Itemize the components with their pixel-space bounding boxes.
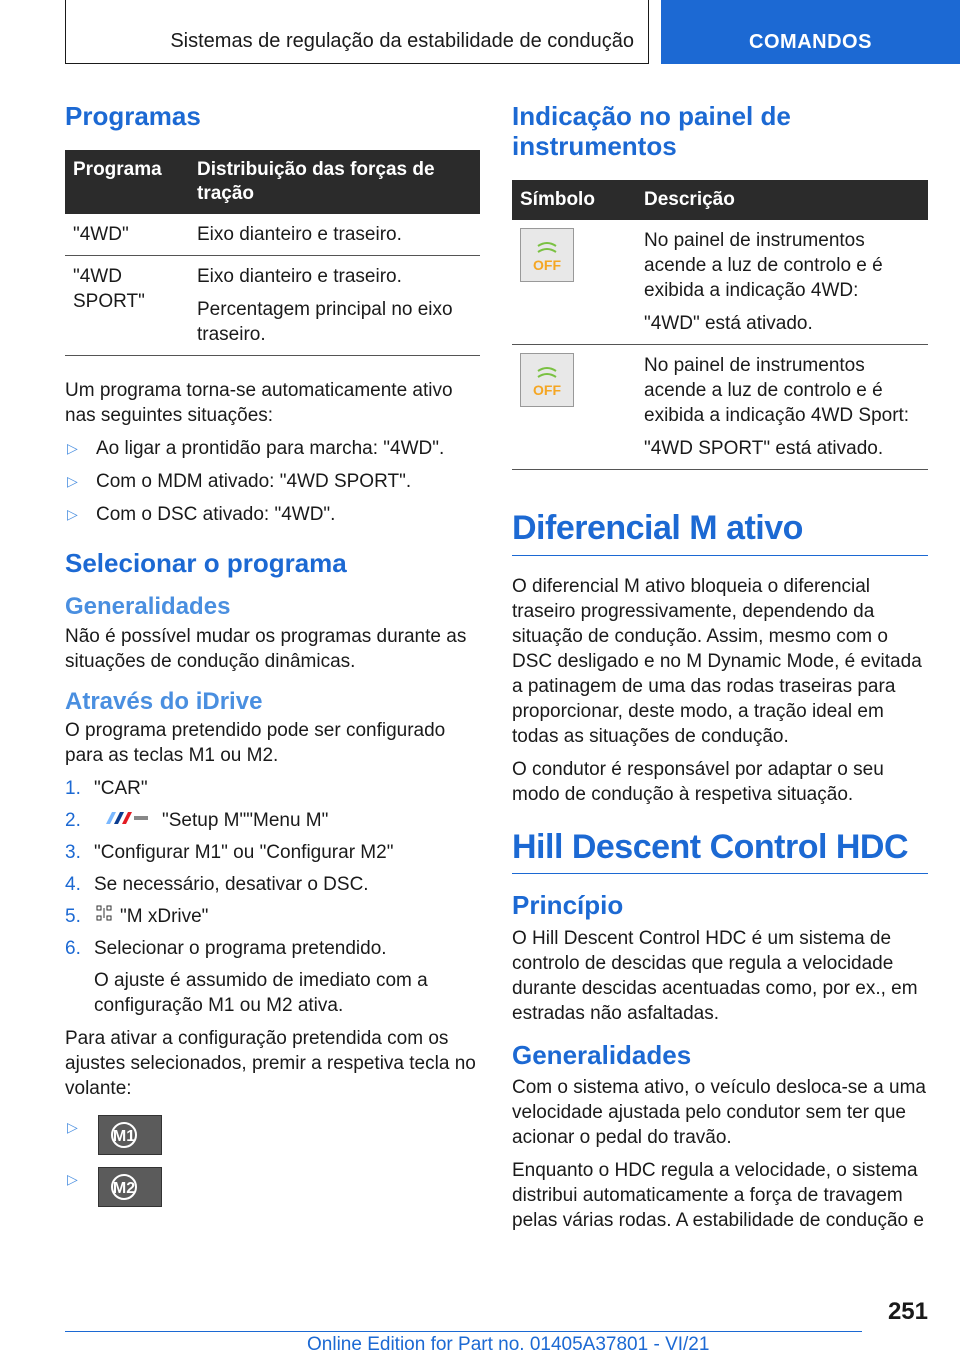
description-cell: No painel de instrumentos acende a luz de controlo e é exibida a indicação 4WD Sport: "4WD SPORT" está ativado. (636, 344, 928, 469)
programs-table (65, 150, 480, 356)
triangle-bullet-icon: ▷ (67, 439, 78, 456)
diferencial-text-2: O condutor é responsável por adaptar o seu modo de condução à respetiva situação. (512, 758, 884, 805)
m2-label: M2 (112, 1180, 136, 1198)
generalidades-heading: Generalidades (512, 1039, 692, 1070)
distribution-cell: Eixo dianteiro e traseiro. Percentagem principal no eixo traseiro. (189, 255, 480, 355)
table-row (512, 220, 928, 345)
list-item (65, 1167, 480, 1207)
indicacao-heading: Indicação no painel de instrumentos (512, 101, 791, 161)
description-cell: No painel de instrumentos acende a luz de controlo e é exibida a indicação 4WD: "4WD" está ativado. (636, 220, 928, 345)
chapter-tab (661, 0, 960, 64)
xdrive-icon (96, 904, 112, 922)
indicator-table (512, 180, 928, 470)
col-header-description: Descrição (636, 180, 928, 220)
list-item: ▷ Ao ligar a prontidão para marcha: "4WD". (67, 437, 445, 459)
program-cell: "4WD" (65, 214, 189, 256)
step-item: 6. Selecionar o programa pretendido. (65, 938, 387, 960)
4wd-sport-off-indicator-icon (520, 353, 574, 407)
generalidades-text-2: Enquanto o HDC regula a velocidade, o sistema distribui automaticamente a força de travagem pelas várias rodas. A estabilidade de condução e (512, 1159, 924, 1231)
step-item: 1. "CAR" (65, 778, 148, 800)
footer-divider (65, 1331, 862, 1332)
symbol-cell (512, 220, 636, 345)
list-item: ▷ Com o DSC ativado: "4WD". (67, 503, 336, 525)
table-header-row (512, 180, 928, 220)
triangle-bullet-icon: ▷ (67, 505, 78, 522)
triangle-bullet-icon: ▷ (67, 1119, 78, 1136)
col-header-distribution: Distribuição das forças de tração (189, 150, 480, 214)
hdc-heading: Hill Descent Control HDC (512, 827, 928, 875)
activate-text: Para ativar a configuração pretendida com os ajustes selecionados, premir a respetiva tecla no volante: (65, 1028, 476, 1100)
running-header (65, 0, 649, 64)
programas-heading: Programas (65, 101, 201, 131)
generalidades-text: Não é possível mudar os programas durante as situações de condução dinâmicas. (65, 625, 467, 672)
program-cell: "4WD SPORT" (65, 255, 189, 355)
left-column (65, 100, 480, 1207)
triangle-bullet-icon: ▷ (67, 472, 78, 489)
section-title: Sistemas de regulação da estabilidade de condução (170, 30, 634, 52)
diferencial-text: O diferencial M ativo bloqueia o diferencial traseiro progressivamente, dependendo da situação de condução. Assim, mesmo com o DSC desligado e no M Dynamic Mode, é evitada a patinagem de uma das rodas traseiras para proporcionar, deste modo, a tração ideal em todas as situações de condução. (512, 575, 922, 747)
m-stripes-icon (100, 808, 152, 828)
list-item: ▷ Com o MDM ativado: "4WD SPORT". (67, 470, 412, 492)
step-note: O ajuste é assumido de imediato com a configuração M1 ou M2 ativa. (94, 970, 428, 1017)
m1-button-icon (98, 1115, 162, 1155)
step-item: 3. "Configurar M1" ou "Configurar M2" (65, 842, 394, 864)
m2-button-icon (98, 1167, 162, 1207)
symbol-cell (512, 344, 636, 469)
idrive-heading: Através do iDrive (65, 687, 263, 715)
principio-heading: Princípio (512, 890, 624, 921)
table-row (65, 255, 480, 355)
step-item: 4. Se necessário, desativar o DSC. (65, 874, 369, 896)
chapter-label: COMANDOS (749, 31, 872, 53)
list-item (65, 1115, 480, 1155)
table-row (512, 344, 928, 469)
table-row (65, 214, 480, 256)
col-header-symbol: Símbolo (512, 180, 636, 220)
4wd-off-indicator-icon (520, 228, 574, 282)
page-number: 251 (887, 1298, 928, 1325)
col-header-program: Programa (65, 150, 189, 214)
auto-intro: Um programa torna-se automaticamente ativo nas seguintes situações: (65, 379, 453, 426)
off-label: OFF (533, 381, 561, 398)
diferencial-heading: Diferencial M ativo (512, 508, 928, 556)
footer-edition: Online Edition for Part no. 01405A37801 - VI/21 (307, 1334, 710, 1355)
off-label: OFF (533, 256, 561, 273)
step-item: 2. "Setup M""Menu M" (65, 810, 329, 832)
step-item: 5. "M xDrive" (65, 906, 209, 928)
right-column (512, 100, 928, 1233)
table-header-row (65, 150, 480, 214)
principio-text: O Hill Descent Control HDC é um sistema de controlo de descidas que regula a velocidade durante descidas acentuadas como, por ex., em estradas não asfaltadas. (512, 927, 918, 1024)
distribution-cell: Eixo dianteiro e traseiro. (189, 214, 480, 256)
m1-label: M1 (112, 1128, 136, 1146)
generalidades-heading: Generalidades (65, 592, 231, 620)
triangle-bullet-icon: ▷ (67, 1171, 78, 1188)
generalidades-text: Com o sistema ativo, o veículo desloca-se a uma velocidade ajustada pelo condutor sem ter que acionar o pedal do travão. (512, 1076, 926, 1148)
selecionar-heading: Selecionar o programa (65, 547, 347, 578)
idrive-text: O programa pretendido pode ser configurado para as teclas M1 ou M2. (65, 720, 446, 767)
